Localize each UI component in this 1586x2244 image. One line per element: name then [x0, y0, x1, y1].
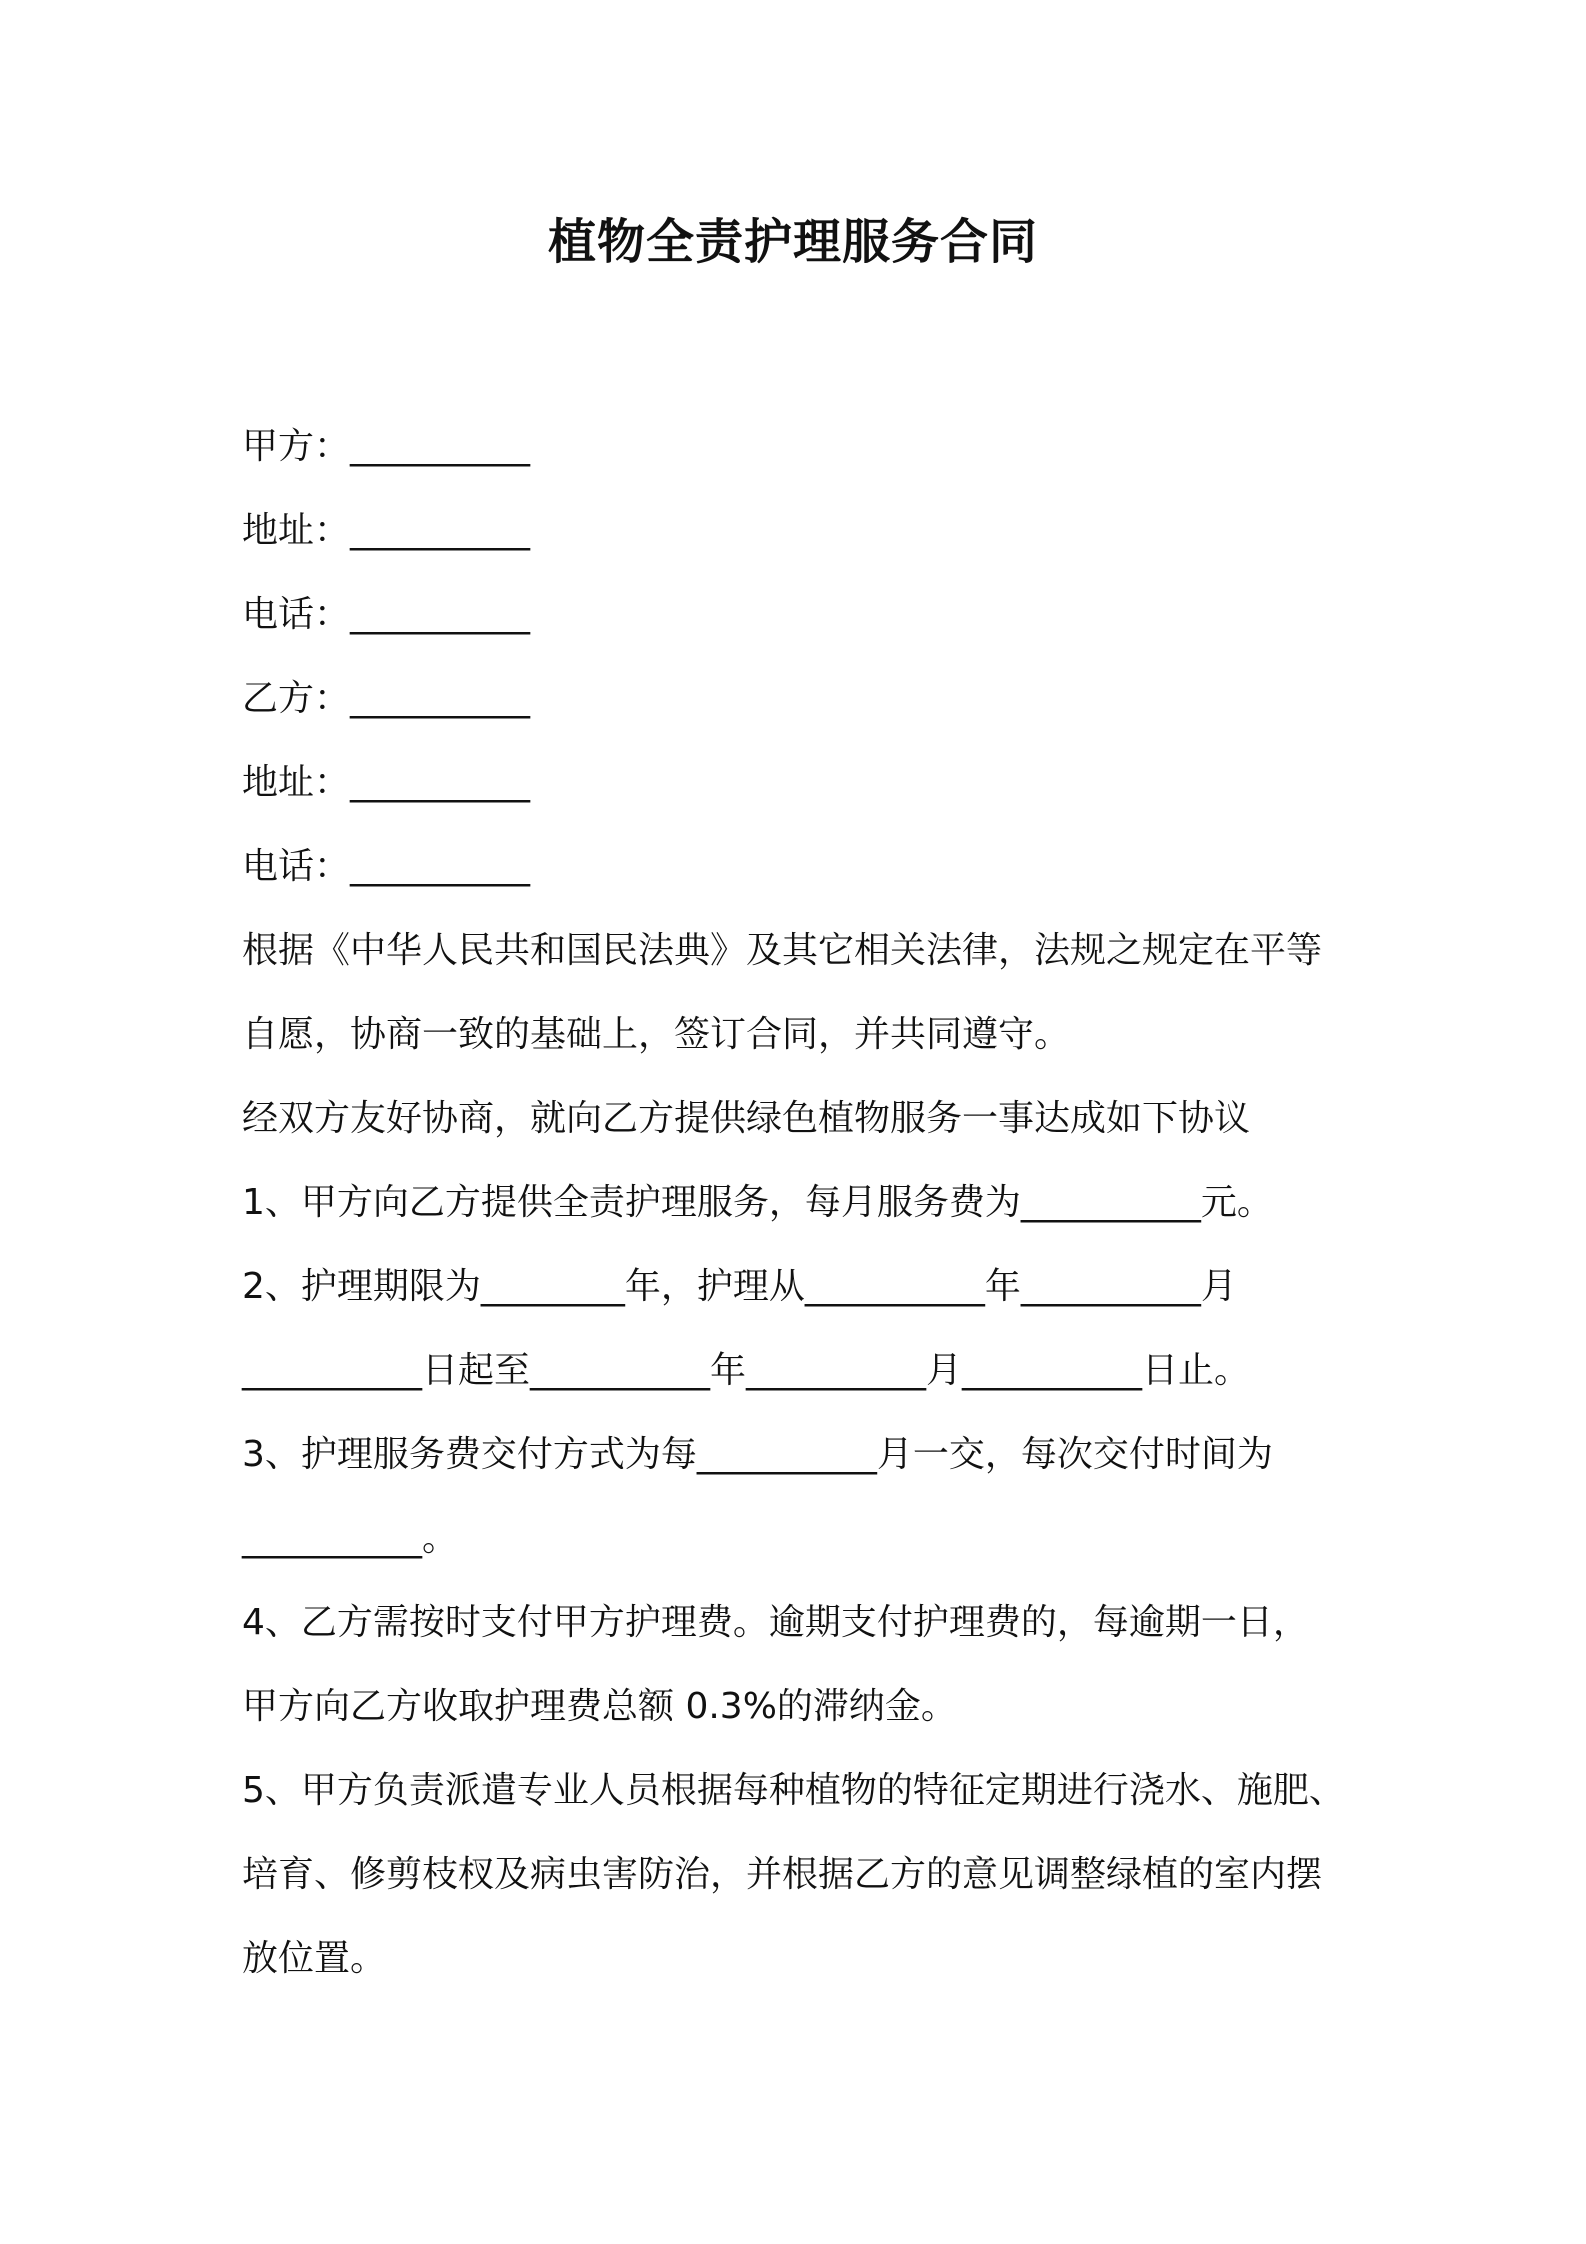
- clause-3-line: 3、护理服务费交付方式为每__________月一交，每次交付时间为: [242, 1434, 1273, 1475]
- preamble-line: 自愿，协商一致的基础上，签订合同，并共同遵守。: [242, 1014, 1071, 1055]
- agreement-intro-line: 经双方友好协商，就向乙方提供绿色植物服务一事达成如下协议: [242, 1098, 1251, 1139]
- contract-body: [242, 405, 1382, 2001]
- party-b-name-field: 乙方：__________: [242, 678, 531, 719]
- clause-2-continuation: __________日起至__________年__________月__________日止。: [242, 1350, 1251, 1391]
- party-b-phone-field: 电话：__________: [242, 846, 531, 887]
- document-title: 植物全责护理服务合同: [547, 214, 1038, 270]
- clause-2-line: 2、护理期限为________年，护理从__________年__________月: [242, 1266, 1237, 1307]
- party-a-name-field: 甲方：__________: [242, 426, 531, 467]
- clause-4-continuation: 甲方向乙方收取护理费总额 0.3%的滞纳金。: [242, 1686, 957, 1727]
- party-a-address-field: 地址：__________: [242, 510, 531, 551]
- clause-5-line: 5、甲方负责派遣专业人员根据每种植物的特征定期进行浇水、施肥、: [242, 1770, 1345, 1811]
- clause-4-line: 4、乙方需按时支付甲方护理费。逾期支付护理费的，每逾期一日，: [242, 1602, 1309, 1643]
- clause-3-continuation: __________。: [242, 1518, 459, 1559]
- clause-5-continuation: 培育、修剪枝杈及病虫害防治，并根据乙方的意见调整绿植的室内摆: [242, 1854, 1323, 1895]
- clause-1-line: 1、甲方向乙方提供全责护理服务，每月服务费为__________元。: [242, 1182, 1273, 1223]
- preamble-line: 根据《中华人民共和国民法典》及其它相关法律，法规之规定在平等: [242, 930, 1323, 971]
- party-b-address-field: 地址：__________: [242, 762, 531, 803]
- clause-5-continuation: 放位置。: [242, 1938, 387, 1979]
- party-a-phone-field: 电话：__________: [242, 594, 531, 635]
